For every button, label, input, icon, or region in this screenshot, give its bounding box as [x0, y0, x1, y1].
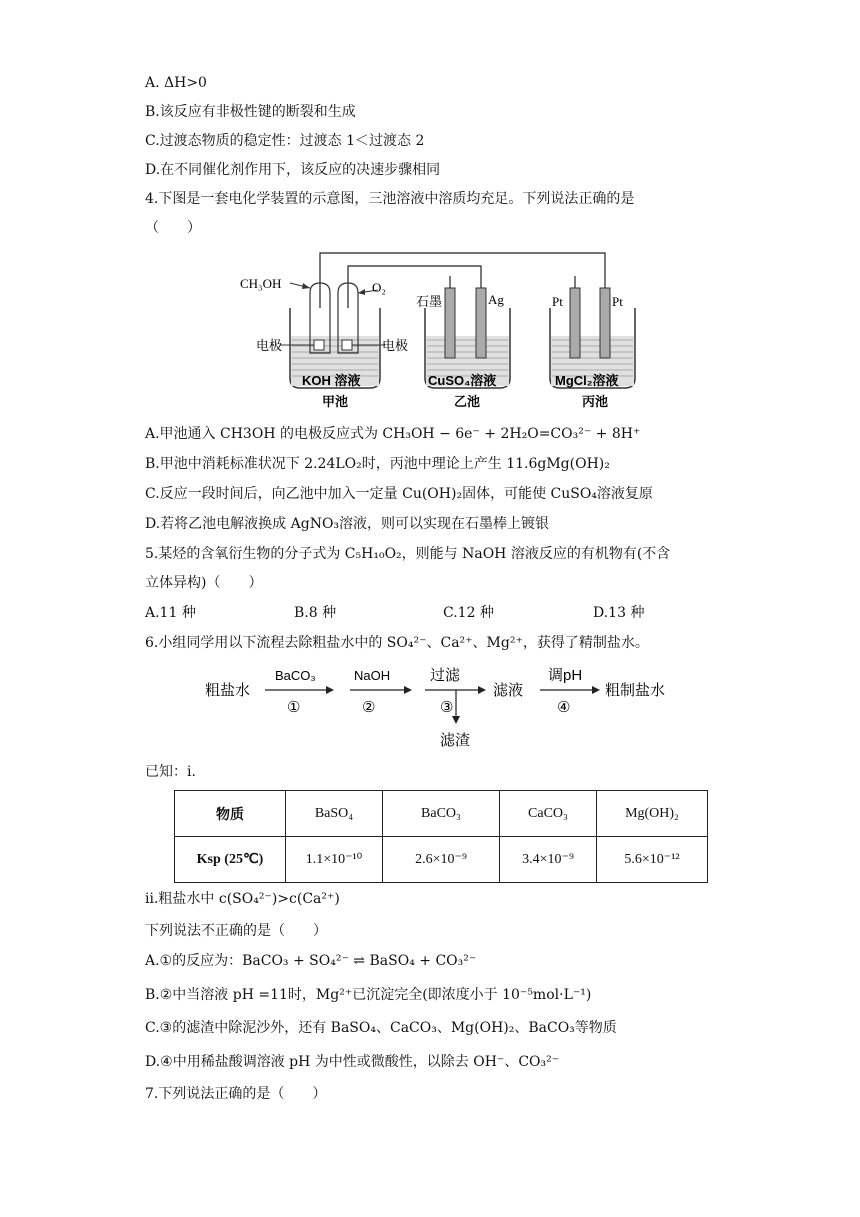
- q6-option-b: B.②中当溶液 pH =11时，Mg²⁺已沉淀完全(即浓度小于 10⁻⁵mol·L⁻¹): [145, 987, 592, 1003]
- ch3oh-label: CH₃OH: [240, 276, 282, 291]
- q5-option-b: B.8 种: [294, 605, 337, 621]
- table-cell: 2.6×10⁻⁹: [383, 837, 500, 883]
- mgcl2-label: MgCl₂溶液: [555, 373, 619, 388]
- flow-start: 粗盐水: [205, 682, 251, 699]
- flow-reagent-2: NaOH: [354, 668, 391, 683]
- flow-step-4: ④: [557, 699, 571, 716]
- electrochemical-apparatus-figure: [230, 248, 650, 418]
- q3-option-c: C.过渡态物质的稳定性：过渡态 1＜过渡态 2: [145, 133, 425, 149]
- purification-flow-diagram: [200, 660, 700, 750]
- q4-stem-paren: （ ）: [145, 220, 201, 236]
- table-cell: 5.6×10⁻¹²: [597, 837, 708, 883]
- pt-right-label: Pt: [612, 294, 623, 309]
- flow-step-2: ②: [362, 699, 376, 716]
- q4-stem: 4.下图是一套电化学装置的示意图，三池溶液中溶质均充足。下列说法正确的是: [145, 191, 635, 207]
- q6-option-d: D.④中用稀盐酸调溶液 pH 为中性或微酸性，以除去 OH⁻、CO₃²⁻: [145, 1054, 560, 1070]
- flow-step-3: ③: [440, 699, 454, 716]
- q5-option-c: C.12 种: [443, 605, 494, 621]
- cuso4-label: CuSO₄溶液: [428, 373, 497, 388]
- table-header: Mg(OH)₂: [597, 791, 708, 837]
- q3-option-a: A. ΔH>0: [145, 75, 207, 91]
- flow-reagent-4: 调pH: [548, 667, 583, 684]
- q6-known: 已知：ⅰ.: [145, 764, 196, 780]
- o2-label: O₂: [372, 280, 386, 295]
- q6-stem: 6.小组同学用以下流程去除粗盐水中的 SO₄²⁻、Ca²⁺、Mg²⁺，获得了精制盐水。: [145, 635, 649, 651]
- table-header: 物质: [175, 791, 286, 837]
- table-header: CaCO₃: [500, 791, 597, 837]
- table-row-label: Ksp (25℃): [175, 837, 286, 883]
- q5-stem: 5.某烃的含氧衍生物的分子式为 C₅H₁₀O₂，则能与 NaOH 溶液反应的有机物有(不含: [145, 546, 671, 562]
- q4-option-d: D.若将乙池电解液换成 AgNO₃溶液，则可以实现在石墨棒上镀银: [145, 516, 550, 532]
- table-header: BaCO₃: [383, 791, 500, 837]
- q3-option-d: D.在不同催化剂作用下，该反应的决速步骤相同: [145, 162, 441, 178]
- ksp-table: [174, 790, 708, 883]
- bing-label: 丙池: [582, 394, 609, 409]
- q6-known-ii: ⅱ.粗盐水中 c(SO₄²⁻)>c(Ca²⁺): [145, 891, 340, 907]
- flow-step-1: ①: [287, 699, 301, 716]
- q6-ask: 下列说法不正确的是（ ）: [145, 923, 327, 939]
- q6-option-a: A.①的反应为：BaCO₃ + SO₄²⁻ ⇌ BaSO₄ + CO₃²⁻: [145, 953, 477, 969]
- q5-option-d: D.13 种: [593, 605, 645, 621]
- koh-label: KOH 溶液: [302, 373, 361, 388]
- electrode-right-label: 电极: [382, 338, 409, 353]
- electrode-left-label: 电极: [256, 338, 283, 353]
- table-cell: 3.4×10⁻⁹: [500, 837, 597, 883]
- table-row: [175, 837, 708, 883]
- jia-label: 甲池: [322, 394, 349, 409]
- table-header: BaSO₄: [286, 791, 383, 837]
- ag-label: Ag: [488, 292, 504, 307]
- flow-reagent-3: 过滤: [430, 667, 461, 684]
- q3-option-b: B.该反应有非极性键的断裂和生成: [145, 104, 356, 120]
- table-cell: 1.1×10⁻¹⁰: [286, 837, 383, 883]
- q5-option-a: A.11 种: [145, 605, 196, 621]
- flow-reagent-1: BaCO₃: [275, 668, 316, 683]
- table-header-row: [175, 791, 708, 837]
- q5-stem-cont: 立体异构)（ ）: [145, 575, 263, 591]
- q4-option-b: B.甲池中消耗标准状况下 2.24LO₂时，丙池中理论上产生 11.6gMg(OH)₂: [145, 456, 610, 472]
- flow-residue: 滤渣: [440, 732, 471, 749]
- q4-option-a: A.甲池通入 CH3OH 的电极反应式为 CH₃OH − 6e⁻ + 2H₂O=CO₃²⁻ + 8H⁺: [145, 426, 641, 442]
- flow-mid: 滤液: [493, 682, 524, 699]
- flow-end: 粗制盐水: [605, 682, 666, 699]
- yi-label: 乙池: [454, 394, 481, 409]
- graphite-label: 石墨: [416, 294, 443, 309]
- q7-stem: 7.下列说法正确的是（ ）: [145, 1086, 327, 1102]
- q6-option-c: C.③的滤渣中除泥沙外，还有 BaSO₄、CaCO₃、Mg(OH)₂、BaCO₃等物质: [145, 1020, 617, 1036]
- pt-left-label: Pt: [552, 294, 563, 309]
- q4-option-c: C.反应一段时间后，向乙池中加入一定量 Cu(OH)₂固体，可能使 CuSO₄溶液复原: [145, 486, 653, 502]
